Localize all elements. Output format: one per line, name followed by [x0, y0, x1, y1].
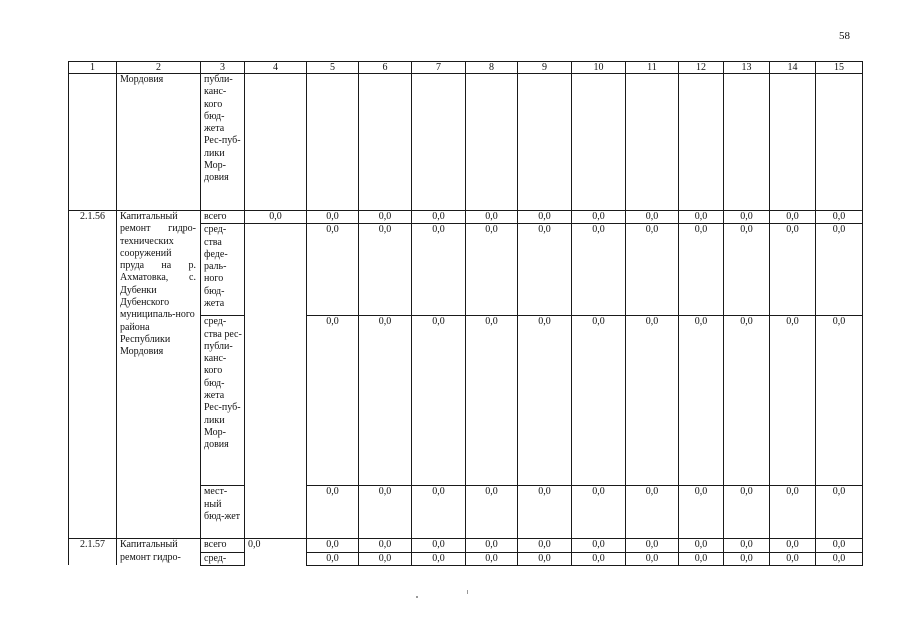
value-cell: 0,0: [466, 486, 518, 539]
source-cell: сред-ства рес-публи-канс-кого бюд-жета Рес-пуб-лики Мор-довия: [201, 316, 245, 486]
source-cell: всего: [201, 539, 245, 552]
value-cell: 0,0: [359, 539, 412, 552]
header-cell: 11: [626, 62, 679, 74]
header-cell: 6: [359, 62, 412, 74]
value-cell: 0,0: [572, 486, 626, 539]
value-cell: 0,0: [518, 211, 572, 224]
value-cell: 0,0: [770, 539, 816, 552]
header-cell: 4: [245, 62, 307, 74]
value-cell: 0,0: [466, 224, 518, 316]
header-cell: 10: [572, 62, 626, 74]
header-cell: 5: [307, 62, 359, 74]
value-cell: 0,0: [626, 552, 679, 565]
value-cell: 0,0: [518, 224, 572, 316]
source-cell: сред-: [201, 552, 245, 565]
value-cell: 0,0: [307, 211, 359, 224]
value-cell: 0,0: [572, 539, 626, 552]
value-cell: 0,0: [679, 486, 724, 539]
scan-speck: [467, 590, 468, 594]
value-cell: 0,0: [626, 224, 679, 316]
value-cell: 0,0: [679, 316, 724, 486]
value-cell: 0,0: [412, 224, 466, 316]
value-cell: 0,0: [518, 539, 572, 552]
value-cell: 0,0: [724, 224, 770, 316]
source-cell: мест-ный бюд-жет: [201, 486, 245, 539]
header-cell: 7: [412, 62, 466, 74]
page-number: 58: [839, 30, 850, 42]
value-cell: 0,0: [724, 552, 770, 565]
header-cell: 2: [117, 62, 201, 74]
name-cell: [117, 539, 201, 566]
value-cell: 0,0: [770, 211, 816, 224]
value-cell: 0,0: [307, 486, 359, 539]
value-cell: 0,0: [307, 316, 359, 486]
value-cell: 0,0: [307, 224, 359, 316]
value-cell: 0,0: [816, 224, 863, 316]
table-row: [69, 74, 863, 211]
source-cell: публи-канс-кого бюд-жета Рес-пуб-лики Мор-довия: [201, 74, 245, 211]
value-cell: 0,0: [724, 539, 770, 552]
value-cell: 0,0: [679, 224, 724, 316]
code-cell: 2.1.57: [69, 539, 117, 566]
value-cell: 0,0: [412, 539, 466, 552]
empty-cell: [245, 224, 307, 539]
value-cell: 0,0: [679, 552, 724, 565]
value-cell: 0,0: [245, 211, 307, 224]
name-line: Капитальный: [120, 539, 178, 551]
value-cell: 0,0: [466, 552, 518, 565]
header-cell: 15: [816, 62, 863, 74]
value-cell: 0,0: [412, 316, 466, 486]
value-cell: 0,0: [626, 211, 679, 224]
value-cell: 0,0: [724, 316, 770, 486]
value-cell: 0,0: [770, 224, 816, 316]
header-cell: 1: [69, 62, 117, 74]
value-cell: 0,0: [572, 316, 626, 486]
source-cell: сред-ства феде-раль-ного бюд-жета: [201, 224, 245, 316]
value-cell: 0,0: [816, 316, 863, 486]
table-row: [69, 211, 863, 224]
value-cell: 0,0: [679, 211, 724, 224]
value-cell: 0,0: [572, 552, 626, 565]
value-cell: 0,0: [816, 539, 863, 552]
value-cell: 0,0: [518, 486, 572, 539]
value-cell: 0,0: [359, 486, 412, 539]
header-cell: 13: [724, 62, 770, 74]
name-cell: Капитальный ремонт гидро-технических сооружений пруда на р. Ахматовка, с. Дубенки Дубенского муниципаль-ного района Республики Мордовия: [117, 211, 201, 539]
header-cell: 8: [466, 62, 518, 74]
value-cell: 0,0: [359, 224, 412, 316]
value-cell: 0,0: [412, 486, 466, 539]
value-cell: 0,0: [359, 316, 412, 486]
value-cell: 0,0: [770, 316, 816, 486]
value-cell: 0,0: [245, 539, 307, 566]
value-cell: 0,0: [626, 539, 679, 552]
value-cell: 0,0: [359, 552, 412, 565]
header-cell: 14: [770, 62, 816, 74]
value-cell: 0,0: [679, 539, 724, 552]
value-cell: 0,0: [572, 211, 626, 224]
code-cell: 2.1.56: [69, 211, 117, 539]
header-cell: 12: [679, 62, 724, 74]
value-cell: 0,0: [518, 552, 572, 565]
name-cell: Мордовия: [117, 74, 201, 211]
value-cell: 0,0: [518, 316, 572, 486]
value-cell: 0,0: [466, 539, 518, 552]
value-cell: 0,0: [307, 539, 359, 552]
value-cell: 0,0: [412, 211, 466, 224]
source-cell: всего: [201, 211, 245, 224]
name-line: ремонт гидро-: [120, 551, 181, 563]
table-row: [69, 539, 863, 552]
value-cell: 0,0: [816, 486, 863, 539]
header-row: [69, 62, 863, 74]
budget-table: [68, 61, 863, 566]
header-cell: 9: [518, 62, 572, 74]
value-cell: 0,0: [770, 552, 816, 565]
value-cell: 0,0: [724, 211, 770, 224]
value-cell: 0,0: [816, 211, 863, 224]
value-cell: 0,0: [466, 316, 518, 486]
scan-speck: [416, 596, 418, 598]
code-cell: [69, 74, 117, 211]
value-cell: 0,0: [572, 224, 626, 316]
value-cell: 0,0: [770, 486, 816, 539]
value-cell: 0,0: [724, 486, 770, 539]
value-cell: 0,0: [626, 486, 679, 539]
value-cell: 0,0: [307, 552, 359, 565]
header-cell: 3: [201, 62, 245, 74]
value-cell: 0,0: [359, 211, 412, 224]
value-cell: 0,0: [466, 211, 518, 224]
value-cell: 0,0: [626, 316, 679, 486]
value-cell: 0,0: [412, 552, 466, 565]
value-cell: 0,0: [816, 552, 863, 565]
